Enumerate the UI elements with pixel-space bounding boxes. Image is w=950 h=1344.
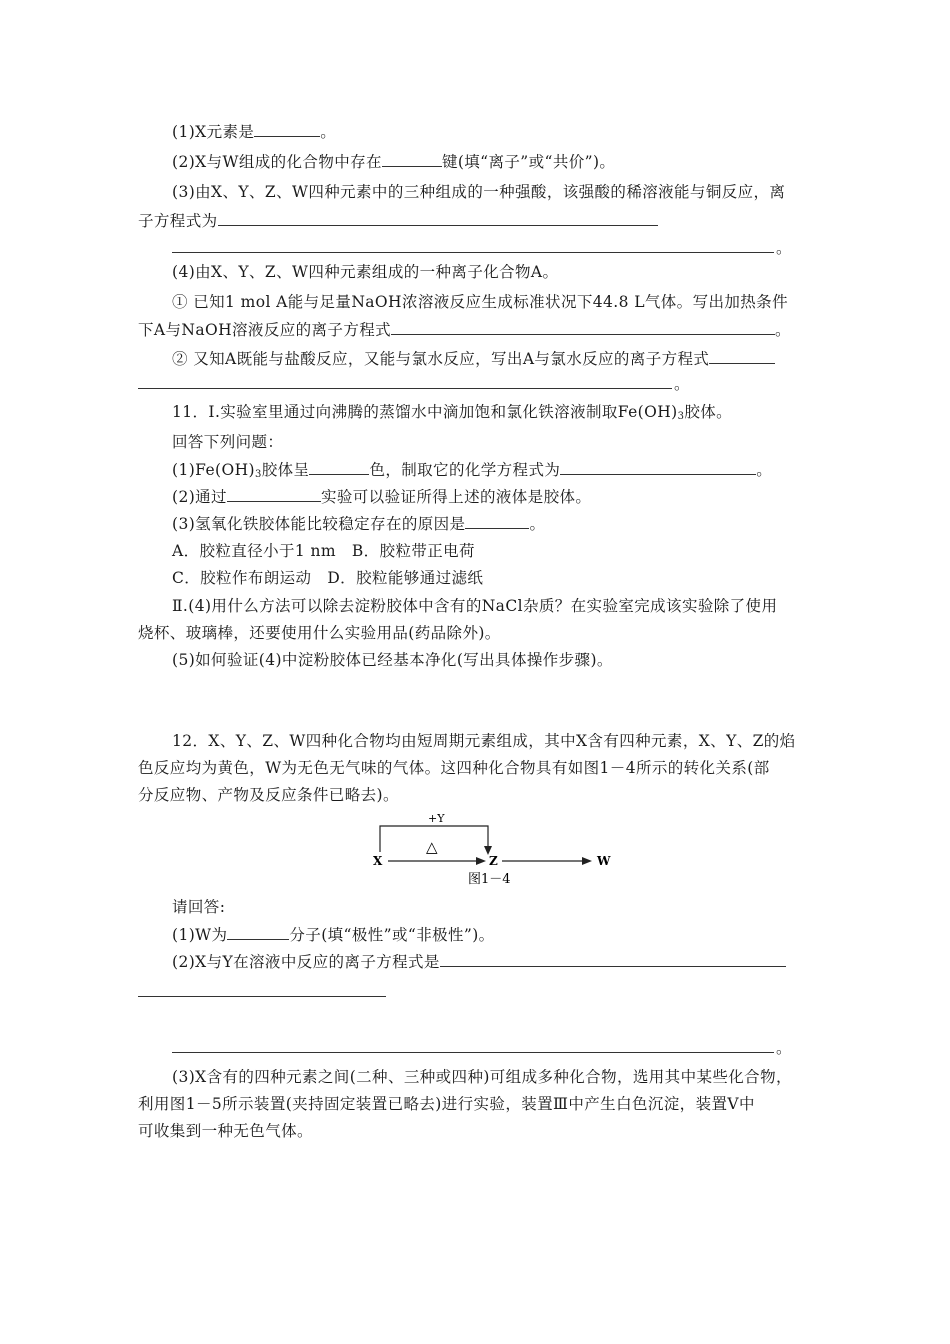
answer-blank[interactable] (382, 152, 442, 167)
answer-blank[interactable] (391, 320, 775, 335)
label-x: X (373, 854, 383, 868)
q11-options-cd: C．胶粒作布朗运动 D．胶粒能够通过滤纸 (172, 569, 484, 587)
arrow-head-x-z (476, 857, 486, 865)
q12-part2: (2)X与Y在溶液中反应的离子方程式是 (172, 952, 786, 972)
q12-intro-line2: 色反应均为黄色，W为无色无气味的气体。这四种化合物具有如图1－4所示的转化关系(部 (138, 759, 770, 777)
q12-part2-end: 。 (776, 1039, 792, 1057)
q12-part3-line3: 可收集到一种无色气体。 (138, 1122, 313, 1140)
answer-blank[interactable] (440, 952, 786, 967)
q11-options-ab: A．胶粒直径小于1 nm B．胶粒带正电荷 (172, 542, 475, 560)
q12-intro-line3: 分反应物、产物及反应条件已略去)。 (138, 786, 399, 804)
q10-part1: (1)X元素是 。 (172, 123, 337, 141)
label-w: W (597, 854, 611, 868)
q10-part4-1-line1: ① 已知1 mol A能与足量NaOH浓溶液反应生成标准状况下44.8 L气体。写出加热条件 (172, 293, 788, 311)
q11-intro: 11．Ⅰ.实验室里通过向沸腾的蒸馏水中滴加饱和氯化铁溶液制取$Fe(OH)_3$胶体。 (172, 403, 733, 422)
q11-ask: 回答下列问题： (172, 433, 284, 451)
q10-part4-2-end: 。 (674, 375, 690, 393)
label-plus-y: +Y (428, 812, 445, 825)
arrow-head-z-w (582, 857, 592, 865)
q10-part4: (4)由X、Y、Z、W四种元素组成的一种离子化合物A。 (172, 263, 559, 281)
answer-blank[interactable] (218, 211, 658, 226)
q12-part3-line2: 利用图1－5所示装置(夹持固定装置已略去)进行实验，装置Ⅲ中产生白色沉淀，装置Ⅴ中 (138, 1095, 755, 1113)
answer-line[interactable] (172, 252, 774, 253)
q11-part5: (5)如何验证(4)中淀粉胶体已经基本净化(写出具体操作步骤)。 (172, 651, 613, 669)
q11-part4-line1: Ⅱ.(4)用什么方法可以除去淀粉胶体中含有的NaCl杂质？在实验室完成该实验除了使用 (172, 597, 778, 615)
q11-part4-line2: 烧杯、玻璃棒，还要使用什么实验用品(药品除外)。 (138, 624, 501, 642)
q12-intro-line1: 12．X、Y、Z、W四种化合物均由短周期元素组成，其中X含有四种元素，X、Y、Z的焰 (172, 732, 796, 750)
q10-part4-1-line2: 下A与NaOH溶液反应的离子方程式 。 (138, 321, 791, 339)
answer-blank[interactable] (227, 487, 321, 502)
q10-part3-line1: (3)由X、Y、Z、W四种元素中的三种组成的一种强酸，该强酸的稀溶液能与铜反应，离 (172, 183, 786, 201)
answer-blank[interactable] (309, 460, 369, 475)
answer-blank[interactable] (227, 925, 289, 940)
answer-blank[interactable] (465, 514, 529, 529)
figure-caption: 图1－4 (468, 872, 511, 887)
q12-ask: 请回答: (172, 898, 226, 916)
reaction-diagram (370, 810, 620, 890)
q11-part3: (3)氢氧化铁胶体能比较稳定存在的原因是 。 (172, 515, 546, 533)
q12-part3-line1: (3)X含有的四种元素之间(二种、三种或四种)可组成多种化合物，选用其中某些化合物， (172, 1068, 792, 1086)
q10-part2: (2)X与W组成的化合物中存在 键(填“离子”或“共价”)。 (172, 153, 616, 171)
answer-blank[interactable] (709, 349, 775, 364)
answer-line[interactable] (172, 1052, 774, 1053)
heat-symbol: △ (426, 838, 438, 856)
answer-blank[interactable] (254, 122, 320, 137)
answer-line[interactable] (138, 996, 386, 997)
q10-part3-end: 。 (776, 239, 792, 257)
q10-part3-line2: 子方程式为 (138, 211, 658, 231)
q12-part1: (1)W为 分子(填“极性”或“非极性”)。 (172, 926, 495, 944)
answer-line[interactable] (138, 388, 672, 389)
label-z: Z (489, 854, 498, 868)
q10-part4-2-line1: ② 又知A既能与盐酸反应，又能与氯水反应，写出A与氯水反应的离子方程式 (172, 349, 775, 369)
q11-part1: $(1)Fe(OH)_3$胶体呈 色，制取它的化学方程式为 。 (172, 461, 773, 480)
answer-blank[interactable] (560, 460, 756, 475)
q11-part2: (2)通过 实验可以验证所得上述的液体是胶体。 (172, 488, 592, 506)
